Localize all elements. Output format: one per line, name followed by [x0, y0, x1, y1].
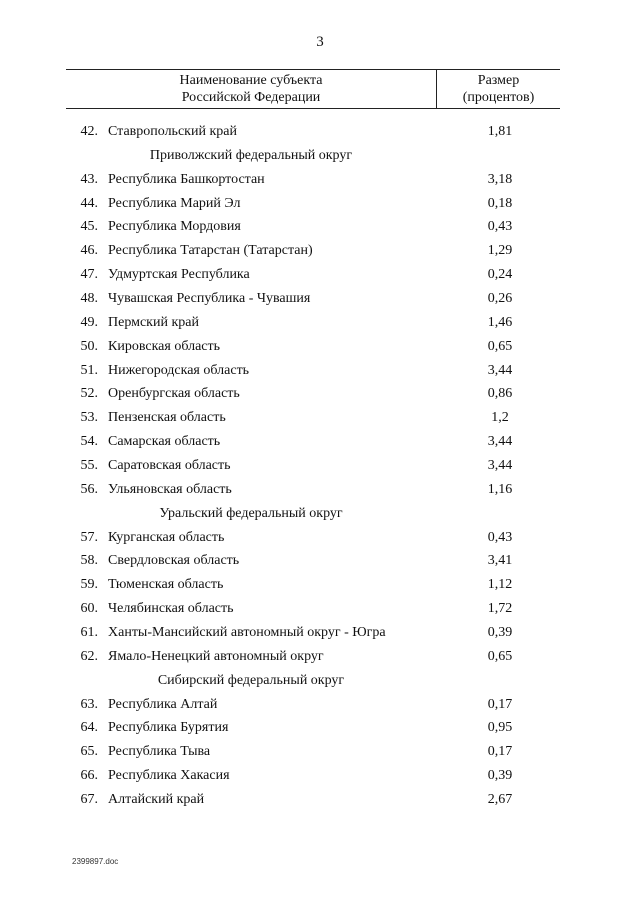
percent-value: 0,39 [487, 768, 513, 784]
row-number: 62. [80, 648, 98, 664]
subject-name: Тюменская область [108, 577, 224, 593]
percent-value: 0,95 [487, 720, 513, 736]
table-body [0, 120, 640, 812]
table-row [0, 168, 640, 192]
table-row [0, 478, 640, 502]
table-row [0, 192, 640, 216]
row-number: 53. [80, 410, 98, 426]
percent-value: 3,18 [487, 171, 513, 187]
subject-name: Республика Татарстан (Татарстан) [108, 243, 313, 259]
subject-name: Кировская область [108, 338, 221, 354]
table-row [0, 764, 640, 788]
row-number: 46. [80, 243, 98, 259]
percent-value: 1,46 [487, 314, 513, 330]
row-number: 44. [80, 195, 98, 211]
table-row [0, 239, 640, 263]
table-row [0, 382, 640, 406]
row-number: 66. [80, 768, 98, 784]
percent-value: 1,29 [487, 243, 513, 259]
percent-value: 1,81 [487, 124, 513, 139]
row-number: 56. [80, 481, 98, 497]
table-row [0, 263, 640, 287]
subject-name: Чувашская Республика - Чувашия [108, 291, 311, 307]
table-row [0, 526, 640, 550]
table-row [0, 215, 640, 239]
row-number: 58. [80, 553, 98, 569]
row-number: 57. [80, 529, 98, 545]
header-subject-line1: Наименование субъекта [179, 73, 323, 88]
row-number: 43. [80, 171, 98, 187]
footer-filename: 2399897.doc [72, 857, 119, 866]
table-row [0, 621, 640, 645]
percent-value: 1,16 [487, 481, 513, 497]
subject-name: Республика Тыва [108, 744, 211, 760]
row-number: 54. [80, 434, 98, 450]
subject-name: Удмуртская Республика [108, 267, 250, 283]
row-number: 51. [80, 362, 98, 378]
percent-value: 3,44 [487, 434, 513, 450]
header-size-line2: (процентов) [462, 90, 535, 105]
district-heading: Сибирский федеральный округ [157, 672, 345, 688]
district-heading-row [0, 144, 640, 168]
row-number: 67. [80, 792, 98, 808]
percent-value: 0,26 [487, 291, 513, 307]
subject-name: Свердловская область [108, 553, 240, 569]
row-number: 65. [80, 744, 98, 760]
percent-value: 1,2 [491, 410, 509, 426]
percent-value: 0,43 [487, 529, 513, 545]
page-number: 3 [316, 34, 324, 50]
subject-name: Республика Марий Эл [108, 195, 241, 211]
subject-name: Республика Башкортостан [108, 171, 265, 187]
district-heading-row [0, 669, 640, 693]
percent-value: 0,65 [487, 648, 513, 664]
row-number: 49. [80, 314, 98, 330]
row-number: 42. [80, 124, 98, 139]
row-number: 50. [80, 338, 98, 354]
table-row [0, 788, 640, 812]
percent-value: 0,39 [487, 625, 513, 641]
subject-name: Самарская область [108, 434, 221, 450]
percent-value: 1,72 [487, 601, 513, 617]
table-row [0, 359, 640, 383]
percent-value: 0,24 [487, 267, 513, 283]
subject-name: Челябинская область [108, 601, 234, 617]
row-number: 60. [80, 601, 98, 617]
subject-name: Ямало-Ненецкий автономный округ [108, 648, 324, 664]
table-row [0, 573, 640, 597]
subject-name: Пензенская область [108, 410, 226, 426]
table-row [0, 645, 640, 669]
row-number: 52. [80, 386, 98, 402]
subject-name: Алтайский край [108, 792, 205, 808]
subject-name: Республика Бурятия [108, 720, 229, 736]
percent-value: 3,44 [487, 458, 513, 474]
subject-name: Нижегородская область [108, 362, 250, 378]
percent-value: 2,67 [487, 792, 513, 808]
subject-name: Саратовская область [108, 458, 231, 474]
percent-value: 0,17 [487, 744, 513, 760]
table-row [0, 311, 640, 335]
percent-value: 0,43 [487, 219, 513, 235]
row-number: 59. [80, 577, 98, 593]
percent-value: 0,65 [487, 338, 513, 354]
header-size-line1: Размер [477, 73, 520, 88]
district-heading-row [0, 502, 640, 526]
header-subject-column [66, 72, 436, 106]
row-number: 61. [80, 625, 98, 641]
table-row [0, 549, 640, 573]
subject-name: Ставропольский край [108, 124, 237, 139]
row-number: 55. [80, 458, 98, 474]
subject-name: Ханты-Мансийский автономный округ - Югра [108, 625, 386, 641]
row-number: 47. [80, 267, 98, 283]
subject-name: Республика Хакасия [108, 768, 230, 784]
subject-name: Курганская область [108, 529, 225, 545]
row-number: 48. [80, 291, 98, 307]
subject-name: Ульяновская область [108, 481, 232, 497]
subject-name: Пермский край [108, 314, 199, 330]
percent-value: 0,18 [487, 195, 513, 211]
row-number: 45. [80, 219, 98, 235]
table-row [0, 693, 640, 717]
header-subject-line2: Российской Федерации [181, 90, 321, 105]
row-number: 64. [80, 720, 98, 736]
percent-value: 0,17 [487, 696, 513, 712]
percent-value: 1,12 [487, 577, 513, 593]
table-row [0, 406, 640, 430]
district-heading: Уральский федеральный округ [159, 505, 343, 521]
table-row [0, 740, 640, 764]
subject-name: Оренбургская область [108, 386, 240, 402]
row-number: 63. [80, 696, 98, 712]
table-row [0, 716, 640, 740]
header-size-column [437, 72, 560, 106]
subject-name: Республика Мордовия [108, 219, 241, 235]
percent-value: 3,41 [487, 553, 513, 569]
table-header [66, 69, 560, 109]
percent-value: 0,86 [487, 386, 513, 402]
table-row [0, 597, 640, 621]
table-row [0, 454, 640, 478]
table-row [0, 430, 640, 454]
table-row [0, 287, 640, 311]
subject-name: Республика Алтай [108, 696, 218, 712]
district-heading: Приволжский федеральный округ [149, 147, 353, 163]
table-row [0, 335, 640, 359]
table-row [0, 120, 640, 144]
percent-value: 3,44 [487, 362, 513, 378]
